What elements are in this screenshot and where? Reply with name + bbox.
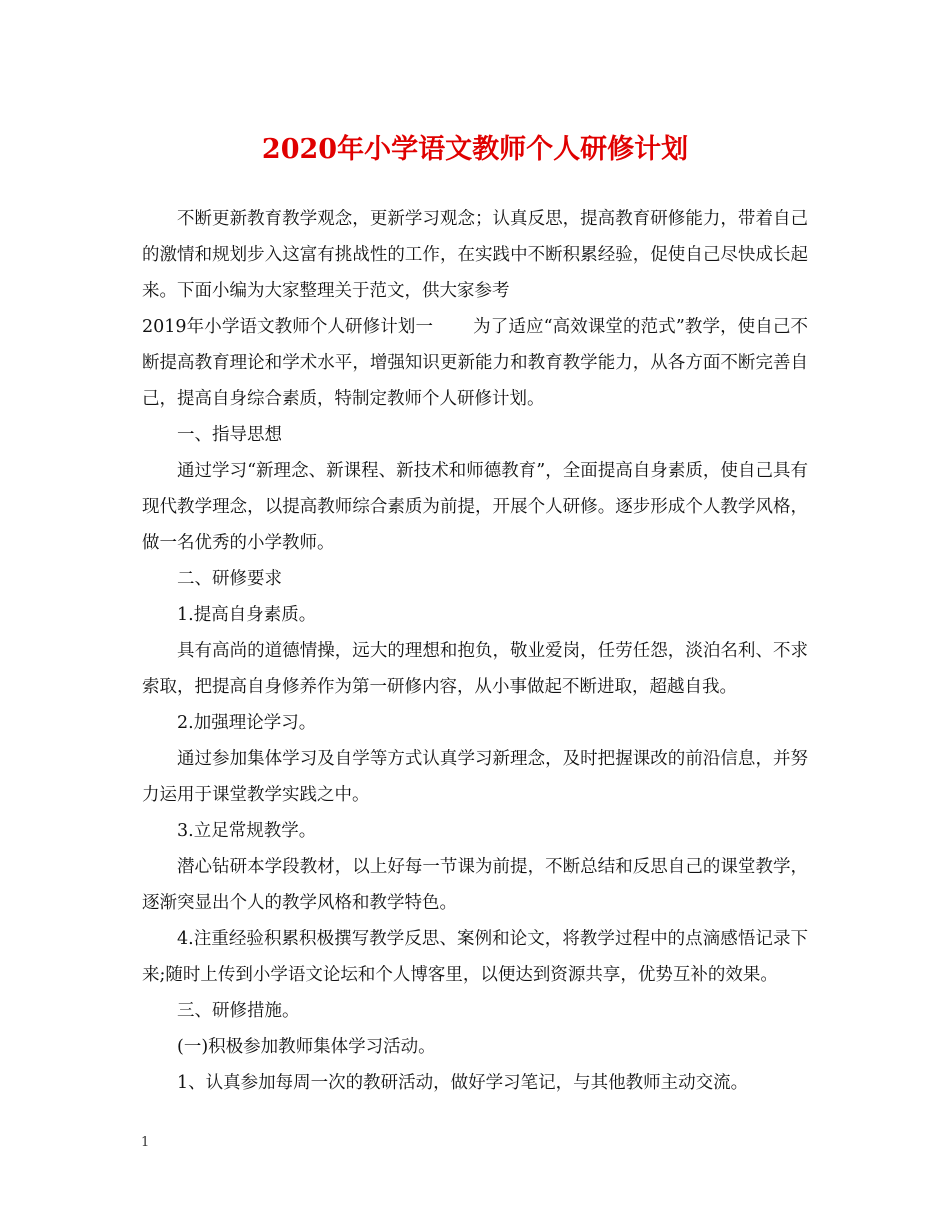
requirement-1-heading: 1.提高自身素质。	[177, 605, 317, 625]
measure-1-heading: (一)积极参加教师集体学习活动。	[177, 1037, 436, 1057]
plan-heading: 2019年小学语文教师个人研修计划一	[142, 317, 434, 337]
document-body	[142, 201, 808, 1101]
plan-intro-text: 为了适应“高效课堂的范式”教学，使自己不断提高教育理论和学术水平，增强知识更新能力和教育教学能力，从各方面不断完善自己，提高自身综合素质，特制定教师个人研修计划。	[142, 317, 808, 409]
section-heading-guiding-ideology: 一、指导思想	[177, 425, 282, 445]
requirement-2-heading: 2.加强理论学习。	[177, 713, 317, 733]
measure-1-item-1: 1、认真参加每周一次的教研活动，做好学习笔记，与其他教师主动交流。	[177, 1073, 749, 1093]
section-heading-measures: 三、研修措施。	[177, 1001, 300, 1021]
guiding-ideology-paragraph: 通过学习“新理念、新课程、新技术和师德教育”，全面提高自身素质，使自己具有现代教学理念，以提高教师综合素质为前提，开展个人研修。逐步形成个人教学风格，做一名优秀的小学教师。	[142, 461, 808, 553]
requirement-2-paragraph: 通过参加集体学习及自学等方式认真学习新理念，及时把握课改的前沿信息，并努力运用于课堂教学实践之中。	[142, 749, 808, 805]
requirement-1-paragraph: 具有高尚的道德情操，远大的理想和抱负，敬业爱岗，任劳任怨，淡泊名利、不求索取，把提高自身修养作为第一研修内容，从小事做起不断进取，超越自我。	[142, 641, 808, 697]
plan-intro-paragraph	[142, 309, 808, 417]
page-number: 1	[141, 1135, 150, 1150]
intro-paragraph: 不断更新教育教学观念，更新学习观念；认真反思，提高教育研修能力，带着自己的激情和规划步入这富有挑战性的工作，在实践中不断积累经验，促使自己尽快成长起来。下面小编为大家整理关于范文，供大家参考	[142, 209, 808, 301]
requirement-3-paragraph: 潜心钻研本学段教材，以上好每一节课为前提，不断总结和反思自己的课堂教学，逐渐突显出个人的教学风格和教学特色。	[142, 857, 808, 913]
requirement-4-paragraph: 4.注重经验积累积极撰写教学反思、案例和论文，将教学过程中的点滴感悟记录下来;随时上传到小学语文论坛和个人博客里，以便达到资源共享，优势互补的效果。	[142, 929, 808, 985]
requirement-3-heading: 3.立足常规教学。	[177, 821, 317, 841]
document-title: 2020年小学语文教师个人研修计划	[261, 134, 689, 165]
section-heading-requirements: 二、研修要求	[177, 569, 282, 589]
